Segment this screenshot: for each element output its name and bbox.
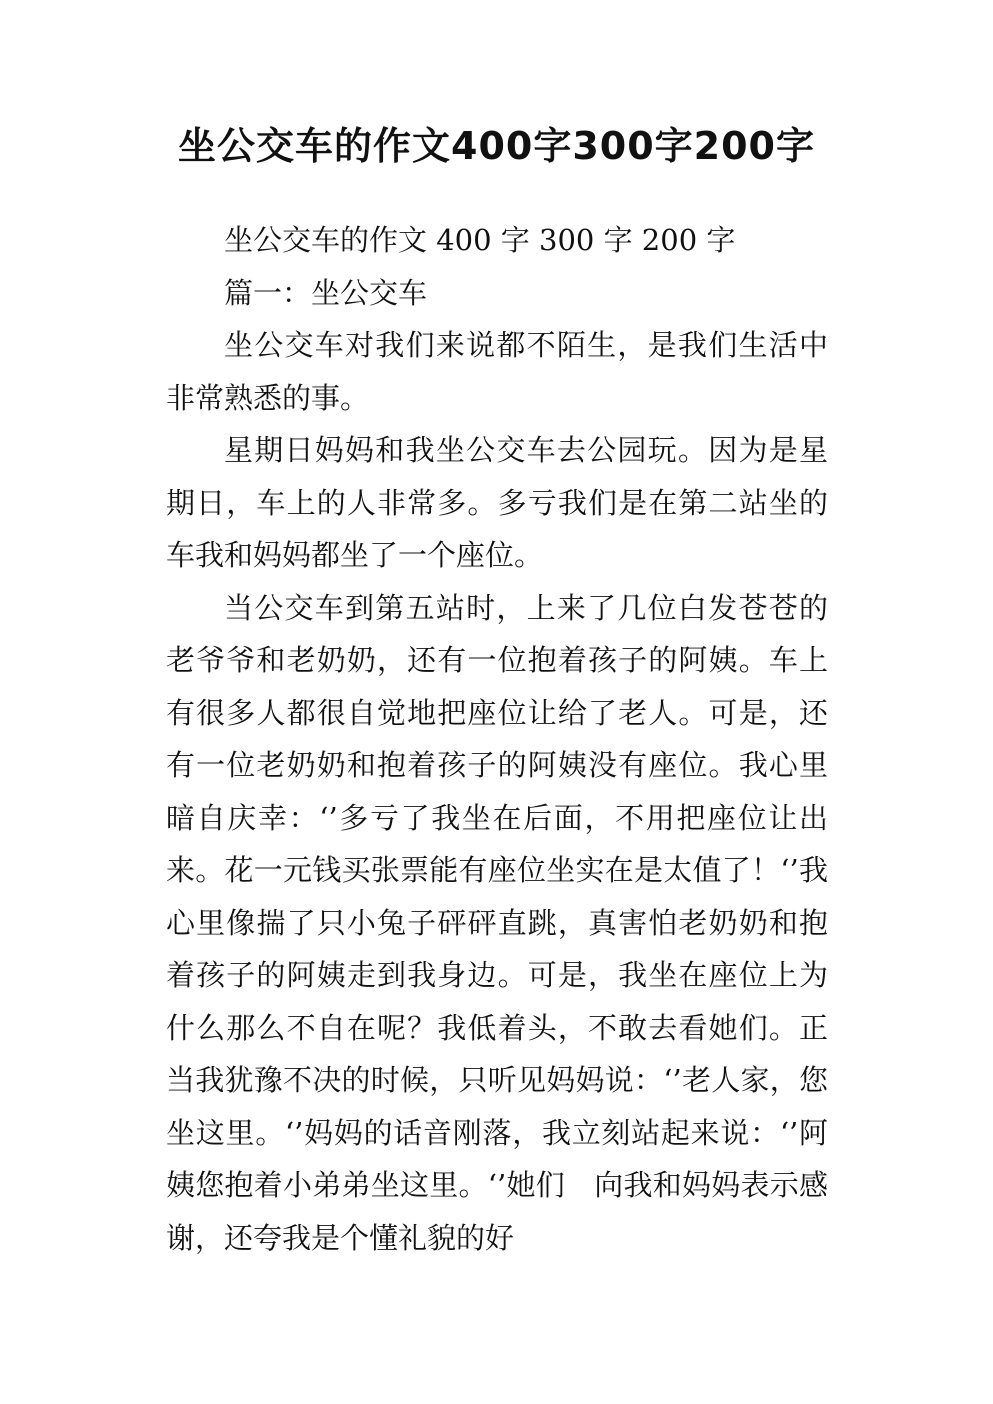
- document-title: 坐公交车的作文400字300字200字: [178, 124, 815, 168]
- section-heading: 篇一：坐公交车: [224, 275, 428, 310]
- body-paragraph: 星期日妈妈和我坐公交车去公园玩。因为是星期日，车上的人非常多。多亏我们是在第二站坐的车我和妈妈都坐了一个座位。: [166, 433, 828, 572]
- body-paragraph: 坐公交车对我们来说都不陌生，是我们生活中非常熟悉的事。: [166, 328, 828, 415]
- document-body: [166, 214, 828, 1264]
- body-paragraph: 当公交车到第五站时，上来了几位白发苍苍的老爷爷和老奶奶，还有一位抱着孩子的阿姨。车上有很多人都很自觉地把座位让给了老人。可是，还有一位老奶奶和抱着孩子的阿姨没有座位。我心里暗自庆幸：‘’多亏了我坐在后面，不用把座位让出来。花一元钱买张票能有座位坐实在是太值了！‘’我心里像揣了只小兔子砰砰直跳，真害怕老奶奶和抱着孩子的阿姨走到我身边。可是，我坐在座位上为什么那么不自在呢？我低着头，不敢去看她们。正当我犹豫不决的时候，只听见妈妈说：‘’老人家，您坐这里。‘’妈妈的话音刚落，我立刻站起来说：‘’阿姨您抱着小弟弟坐这里。‘’她们 向我和妈妈表示感谢，还夸我是个懂礼貌的好: [166, 590, 829, 1255]
- subtitle-paragraph: 坐公交车的作文 400 字 300 字 200 字: [224, 223, 736, 257]
